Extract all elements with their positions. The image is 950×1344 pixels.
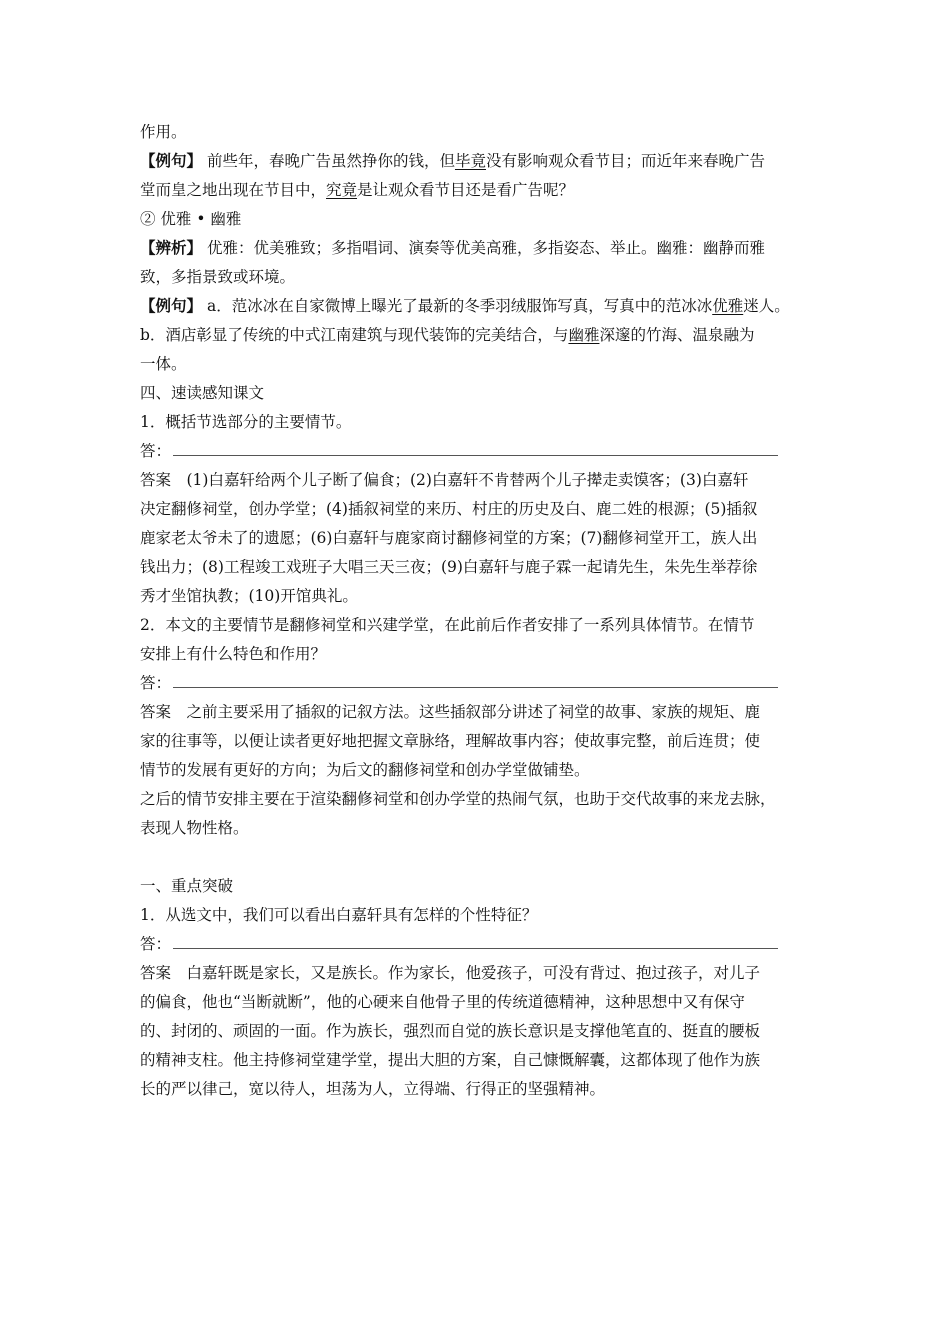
- answer-text: 家的往事等，以便让读者更好地把握文章脉络，理解故事内容；使故事完整，前后连贯；使: [140, 732, 761, 750]
- example-tag: 【例句】: [140, 297, 203, 315]
- question-2: 2．本文的主要情节是翻修祠堂和兴建学堂，在此前后作者安排了一系列具体情节。在情节: [140, 616, 755, 634]
- answer-field: 答：: [140, 669, 825, 698]
- text-line: b．酒店彰显了传统的中式江南建筑与现代装饰的完美结合，与幽雅深邃的竹海、温泉融为: [140, 326, 755, 344]
- text-line: 作用。: [140, 123, 187, 141]
- underlined-word: 究竟: [326, 181, 358, 199]
- underlined-word: 优雅: [712, 297, 744, 315]
- analysis-paragraph: 【辨析】 优雅：优美雅致；多指唱词、演奏等优美高雅，多指姿态、举止。幽雅：幽静而雅: [140, 239, 765, 257]
- spacer: [140, 843, 825, 872]
- example-tag: 【例句】: [140, 152, 203, 170]
- example-sentence-1: 【例句】 前些年，春晚广告虽然挣你的钱，但毕竟没有影响观众看节目；而近年来春晚广告: [140, 152, 765, 170]
- text-line: 堂而皇之地出现在节目中，究竟是让观众看节目还是看广告呢？: [140, 181, 575, 199]
- example-sentence-2: 【例句】 a．范冰冰在自家微博上曝光了最新的冬季羽绒服饰写真，写真中的范冰冰优雅迷人。: [140, 297, 790, 315]
- text-line: 致，多指景致或环境。: [140, 268, 296, 286]
- answer-text: 钱出力；(8)工程竣工戏班子大唱三天三夜；(9)白嘉轩与鹿子霖一起请先生，朱先生举荐徐: [140, 558, 758, 576]
- question-1: 1．概括节选部分的主要情节。: [140, 413, 352, 431]
- question-3: 1．从选文中，我们可以看出白嘉轩具有怎样的个性特征？: [140, 906, 538, 924]
- answer-text: 答案 (1)白嘉轩给两个儿子断了偏食；(2)白嘉轩不肯替两个儿子撵走卖馍客；(3)白嘉轩: [140, 471, 749, 489]
- text-line: 一体。: [140, 355, 187, 373]
- underlined-word: 毕竟: [454, 152, 486, 170]
- document-page: [140, 118, 825, 1104]
- answer-blank[interactable]: [173, 441, 778, 456]
- answer-text: 秀才坐馆执教；(10)开馆典礼。: [140, 587, 358, 605]
- section-heading: ② 优雅 • 幽雅: [140, 210, 242, 228]
- answer-text: 鹿家老太爷未了的遗愿；(6)白嘉轩与鹿家商讨翻修祠堂的方案；(7)翻修祠堂开工，族人出: [140, 529, 758, 547]
- answer-text: 答案 之前主要采用了插叙的记叙方法。这些插叙部分讲述了祠堂的故事、家族的规矩、鹿: [140, 703, 761, 721]
- answer-text: 的、封闭的、顽固的一面。作为族长，强烈而自觉的族长意识是支撑他笔直的、挺直的腰板: [140, 1022, 761, 1040]
- answer-text: 长的严以律己，宽以待人，坦荡为人，立得端、行得正的坚强精神。: [140, 1080, 606, 1098]
- section-heading: 四、速读感知课文: [140, 384, 265, 402]
- answer-field: 答：: [140, 930, 825, 959]
- section-heading: 一、重点突破: [140, 877, 234, 895]
- question-2: 安排上有什么特色和作用？: [140, 645, 327, 663]
- answer-text: 答案 白嘉轩既是家长，又是族长。作为家长，他爱孩子，可没有背过、抱过孩子，对儿子: [140, 964, 761, 982]
- answer-text: 表现人物性格。: [140, 819, 249, 837]
- answer-text: 的偏食，他也“当断就断”，他的心硬来自他骨子里的传统道德精神，这种思想中又有保守: [140, 993, 745, 1011]
- underlined-word: 幽雅: [568, 326, 600, 344]
- answer-blank[interactable]: [173, 673, 778, 688]
- answer-field: 答：: [140, 437, 825, 466]
- answer-blank[interactable]: [173, 934, 778, 949]
- answer-text: 的精神支柱。他主持修祠堂建学堂，提出大胆的方案，自己慷慨解囊，这都体现了他作为族: [140, 1051, 761, 1069]
- answer-text: 情节的发展有更好的方向；为后文的翻修祠堂和创办学堂做铺垫。: [140, 761, 590, 779]
- answer-text: 之后的情节安排主要在于渲染翻修祠堂和创办学堂的热闹气氛，也助于交代故事的来龙去脉，: [140, 790, 776, 808]
- answer-text: 决定翻修祠堂，创办学堂；(4)插叙祠堂的来历、村庄的历史及白、鹿二姓的根源；(5)插叙: [140, 500, 758, 518]
- analysis-tag: 【辨析】: [140, 239, 203, 257]
